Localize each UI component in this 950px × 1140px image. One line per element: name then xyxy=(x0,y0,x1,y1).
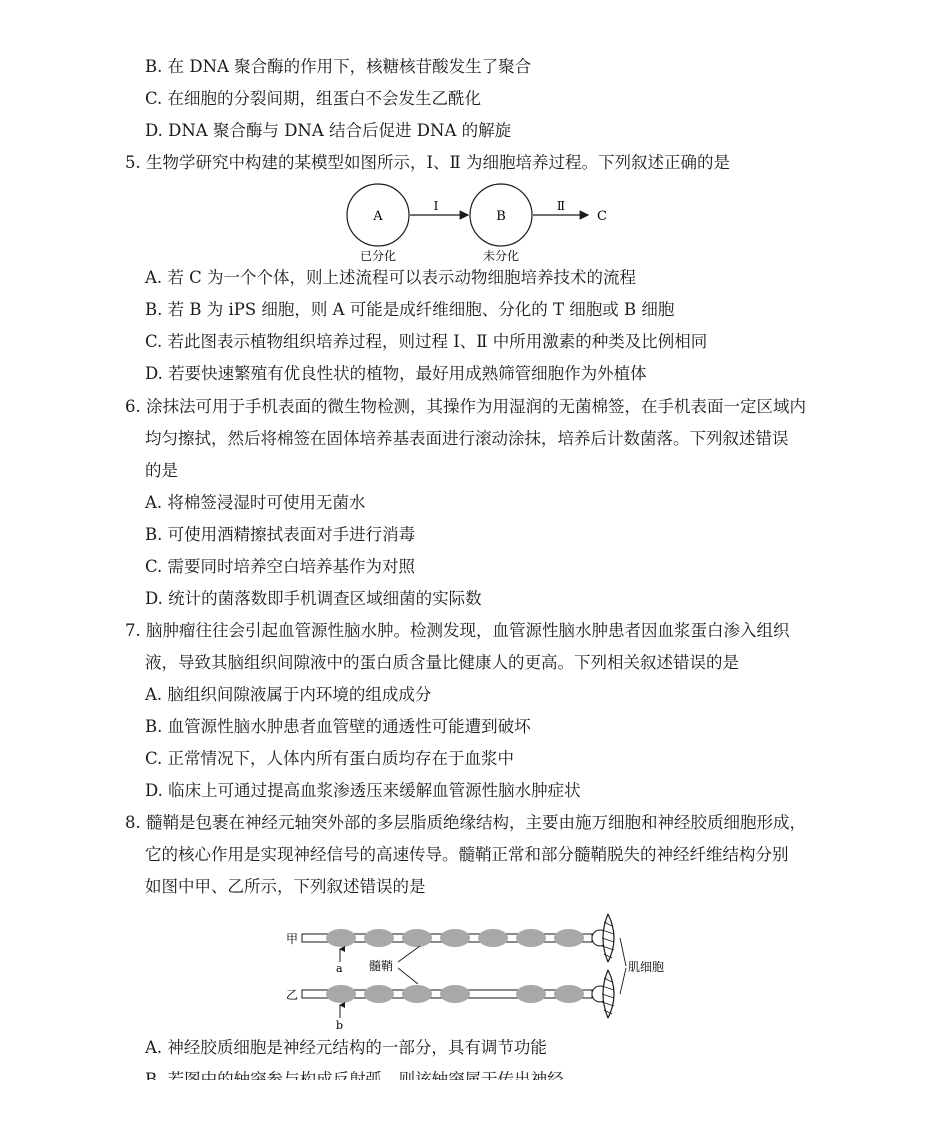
page-crop-mask xyxy=(0,1080,950,1140)
myelin-pointer-upper xyxy=(398,946,420,962)
q5-option-c: C. 若此图表示植物组织培养过程，则过程 Ⅰ、Ⅱ 中所用激素的种类及比例相同 xyxy=(145,332,708,351)
myelin-pointer-lower xyxy=(398,968,418,984)
myelin-label: 髓鞘 xyxy=(369,959,394,973)
label-a: a xyxy=(336,962,343,975)
node-c-label: C xyxy=(597,209,607,224)
fiber-yi-label: 乙 xyxy=(286,988,299,1002)
q4-option-c: C. 在细胞的分裂间期，组蛋白不会发生乙酰化 xyxy=(145,89,482,108)
q5-option-d: D. 若要快速繁殖有优良性状的植物，最好用成熟筛管细胞作为外植体 xyxy=(145,364,647,383)
q7-option-a: A. 脑组织间隙液属于内环境的组成成分 xyxy=(145,685,432,704)
q8-stem-line3: 如图中甲、乙所示，下列叙述错误的是 xyxy=(145,877,426,896)
cell-b-label: B xyxy=(496,209,506,224)
myelin-segment xyxy=(402,929,432,947)
muscle-pointer-lower xyxy=(620,968,626,994)
myelin-segment xyxy=(364,929,394,947)
q8-stem-line2: 它的核心作用是实现神经信号的高速传导。髓鞘正常和部分髓鞘脱失的神经纤维结构分别 xyxy=(145,845,789,864)
q5-option-b: B. 若 B 为 iPS 细胞，则 A 可能是成纤维细胞、分化的 T 细胞或 B 细胞 xyxy=(145,300,675,319)
q6-stem-line1: 6. 涂抹法可用于手机表面的微生物检测，其操作为用湿润的无菌棉签，在手机表面一定区域内 xyxy=(125,397,806,416)
q7-stem-line2: 液，导致其脑组织间隙液中的蛋白质含量比健康人的更高。下列相关叙述错误的是 xyxy=(145,653,739,672)
q6-option-d: D. 统计的菌落数即手机调查区域细菌的实际数 xyxy=(145,589,482,608)
q5-option-a: A. 若 C 为一个个体，则上述流程可以表示动物细胞培养技术的流程 xyxy=(145,268,637,287)
myelin-segments-jia xyxy=(326,929,584,947)
muscle-pointer-upper xyxy=(620,938,626,966)
muscle-cell-jia xyxy=(603,914,614,962)
myelin-segment xyxy=(516,985,546,1003)
myelin-segment xyxy=(440,929,470,947)
q7-option-b: B. 血管源性脑水肿患者血管壁的通透性可能遭到破坏 xyxy=(145,717,531,736)
q4-option-d: D. DNA 聚合酶与 DNA 结合后促进 DNA 的解旋 xyxy=(145,121,512,140)
myelin-segment xyxy=(554,929,584,947)
arrow-one-label: Ⅰ xyxy=(433,199,439,213)
q6-option-a: A. 将棉签浸湿时可使用无菌水 xyxy=(145,493,366,512)
q8-option-a: A. 神经胶质细胞是神经元结构的一部分，具有调节功能 xyxy=(145,1038,547,1057)
myelin-segment xyxy=(440,985,470,1003)
myelin-segment xyxy=(364,985,394,1003)
q7-option-d: D. 临床上可通过提高血浆渗透压来缓解血管源性脑水肿症状 xyxy=(145,781,581,800)
cell-a-label: A xyxy=(373,209,383,224)
differentiated-label: 已分化 xyxy=(359,249,397,263)
q6-option-b: B. 可使用酒精擦拭表面对手进行消毒 xyxy=(145,525,416,544)
q6-stem-line2: 均匀擦拭，然后将棉签在固体培养基表面进行滚动涂抹，培养后计数菌落。下列叙述错误 xyxy=(145,429,789,448)
q8-stem-line1: 8. 髓鞘是包裹在神经元轴突外部的多层脂质绝缘结构，主要由施万细胞和神经胶质细胞形成， xyxy=(125,813,806,832)
q8-nerve-fiber-diagram xyxy=(280,904,680,1034)
myelin-segment xyxy=(326,929,356,947)
q7-stem-line1: 7. 脑肿瘤往往会引起血管源性脑水肿。检测发现，血管源性脑水肿患者因血浆蛋白渗入组织 xyxy=(125,621,790,640)
q4-option-b: B. 在 DNA 聚合酶的作用下，核糖核苷酸发生了聚合 xyxy=(145,57,532,76)
muscle-cell-label: 肌细胞 xyxy=(628,960,665,974)
q6-option-c: C. 需要同时培养空白培养基作为对照 xyxy=(145,557,416,576)
myelin-segments-yi xyxy=(326,985,584,1003)
undifferentiated-label: 未分化 xyxy=(482,249,520,263)
arrow-two-label: Ⅱ xyxy=(556,199,566,213)
myelin-segment xyxy=(478,929,508,947)
myelin-segment xyxy=(516,929,546,947)
muscle-cell-yi xyxy=(603,970,614,1018)
fiber-jia-label: 甲 xyxy=(286,932,299,946)
q6-stem-line3: 的是 xyxy=(145,461,178,480)
myelin-segment xyxy=(326,985,356,1003)
q7-option-c: C. 正常情况下，人体内所有蛋白质均存在于血浆中 xyxy=(145,749,515,768)
myelin-segment xyxy=(402,985,432,1003)
myelin-segment xyxy=(554,985,584,1003)
q5-diagram xyxy=(330,182,620,266)
q5-stem: 5. 生物学研究中构建的某模型如图所示，Ⅰ、Ⅱ 为细胞培养过程。下列叙述正确的是 xyxy=(125,153,730,172)
label-b: b xyxy=(336,1019,344,1032)
